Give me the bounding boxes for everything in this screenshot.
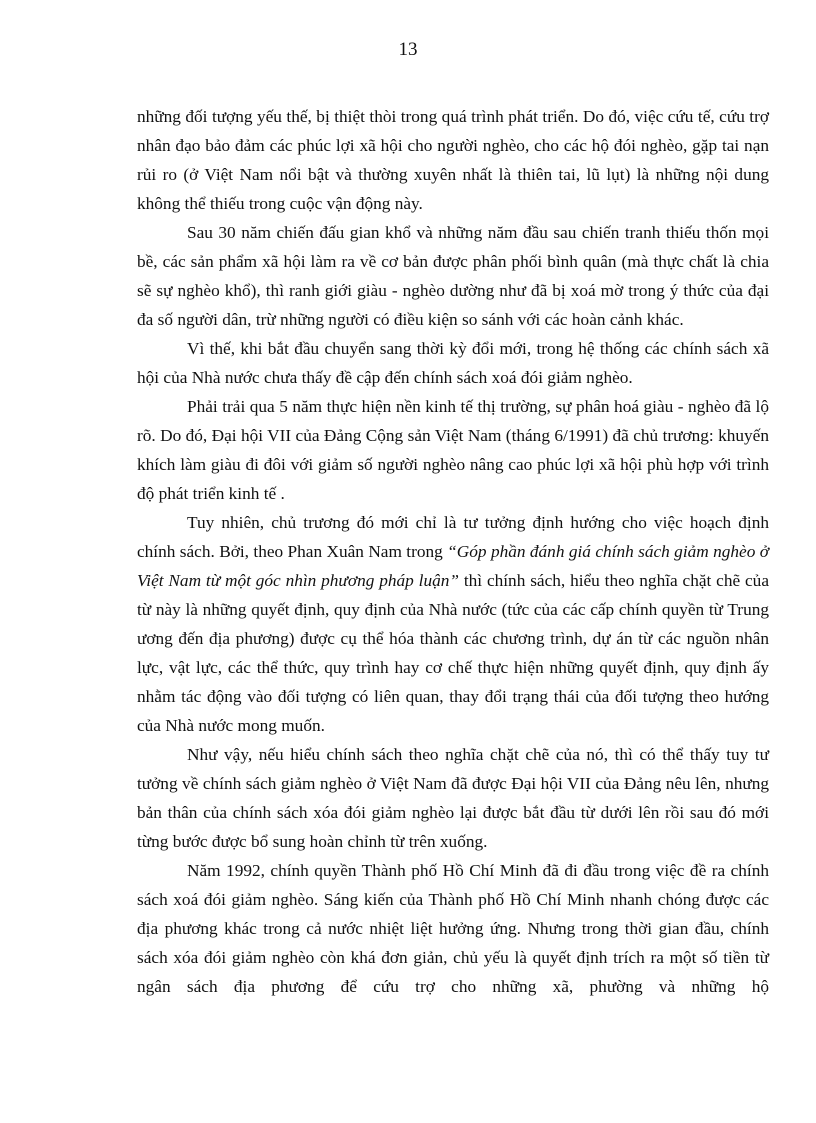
- paragraph-5: [137, 508, 769, 740]
- paragraph-6: Như vậy, nếu hiểu chính sách theo nghĩa chặt chẽ của nó, thì có thể thấy tuy tư tưởng về chính sách giảm nghèo ở Việt Nam đã được Đại hội VII của Đảng nêu lên, nhưng bản thân của chính sách xóa đói giảm nghèo lại được bắt đầu từ dưới lên rồi sau đó mới từng bước được bổ sung hoàn chỉnh từ trên xuống.: [137, 745, 769, 851]
- paragraph-4: Phải trải qua 5 năm thực hiện nền kinh tế thị trường, sự phân hoá giàu - nghèo đã lộ rõ. Do đó, Đại hội VII của Đảng Cộng sản Việt Nam (tháng 6/1991) đã chủ trương: khuyến khích làm giàu đi đôi với giảm số người nghèo nâng cao phúc lợi xã hội phù hợp với trình độ phát triển kinh tế .: [137, 397, 769, 503]
- paragraph-3: Vì thế, khi bắt đầu chuyển sang thời kỳ đổi mới, trong hệ thống các chính sách xã hội của Nhà nước chưa thấy đề cập đến chính sách xoá đói giảm nghèo.: [137, 339, 769, 387]
- paragraph-7: Năm 1992, chính quyền Thành phố Hồ Chí Minh đã đi đầu trong việc đề ra chính sách xoá đói giảm nghèo. Sáng kiến của Thành phố Hồ Chí Minh nhanh chóng được các địa phương khác trong cả nước nhiệt liệt hưởng ứng. Nhưng trong thời gian đầu, chính sách xóa đói giảm nghèo còn khá đơn giản, chủ yếu là quyết định trích ra một số tiền từ ngân sách địa phương để cứu trợ cho những xã, phường và những hộ: [137, 861, 769, 996]
- page-number: 13: [398, 39, 418, 60]
- cited-title: “Góp phần đánh giá chính sách giảm nghèo ở Việt Nam từ một góc nhìn phương pháp luận”: [137, 542, 769, 590]
- paragraph-5-rest: thì chính sách, hiểu theo nghĩa chặt chẽ của từ này là những quyết định, quy định của Nhà nước (tức của các cấp chính quyền từ Trung ương đến địa phương) được cụ thể hóa thành các chương trình, dự án từ các nguồn nhân lực, vật lực, các thể thức, quy trình hay cơ chế thực hiện những quyết định, quy định ấy nhằm tác động vào đối tượng có liên quan, thay đổi trạng thái của đối tượng theo hướng của Nhà nước mong muốn.: [137, 571, 769, 735]
- paragraph-5-lead: Tuy nhiên, chủ trương đó mới chỉ là tư tưởng định hướng cho việc hoạch định chính sách. Bởi, theo Phan Xuân Nam trong: [137, 513, 769, 561]
- paragraph-2: Sau 30 năm chiến đấu gian khổ và những năm đầu sau chiến tranh thiếu thốn mọi bề, các sản phẩm xã hội làm ra về cơ bản được phân phối bình quân (mà thực chất là chia sẽ sự nghèo khổ), thì ranh giới giàu - nghèo dường như đã bị xoá mờ trong ý thức của đại đa số người dân, trừ những người có điều kiện so sánh với các hoàn cảnh khác.: [137, 223, 769, 329]
- paragraph-1: những đối tượng yếu thế, bị thiệt thòi trong quá trình phát triển. Do đó, việc cứu tế, cứu trợ nhân đạo bảo đảm các phúc lợi xã hội cho người nghèo, cho các hộ đói nghèo, gặp tai nạn rủi ro (ở Việt Nam nổi bật và thường xuyên nhất là thiên tai, lũ lụt) là những nội dung không thể thiếu trong cuộc vận động này.: [137, 107, 769, 213]
- document-body: [137, 102, 769, 1001]
